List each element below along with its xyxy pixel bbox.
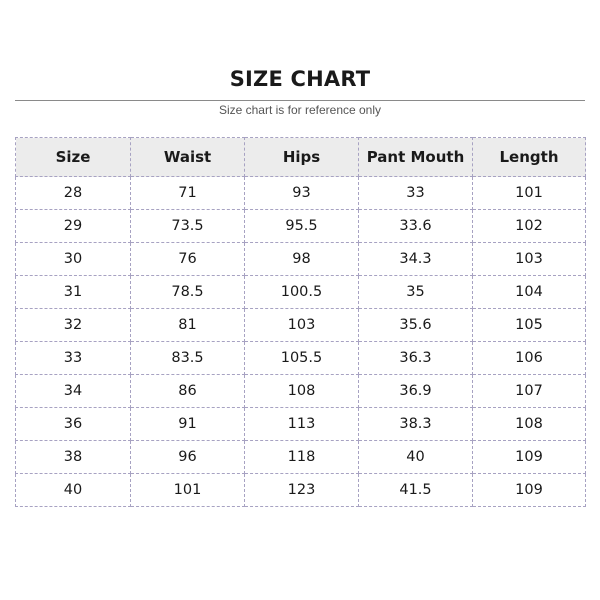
table-cell-size: 40 <box>16 474 131 507</box>
table-cell-hips: 93 <box>245 177 359 210</box>
table-cell-pant-mouth: 33.6 <box>359 210 473 243</box>
table-cell-hips: 123 <box>245 474 359 507</box>
table-cell-length: 106 <box>473 342 586 375</box>
table-cell-size: 32 <box>16 309 131 342</box>
table-cell-hips: 98 <box>245 243 359 276</box>
table-cell-pant-mouth: 35 <box>359 276 473 309</box>
table-cell-size: 31 <box>16 276 131 309</box>
column-header-pant-mouth: Pant Mouth <box>359 138 473 177</box>
column-header-size: Size <box>16 138 131 177</box>
table-cell-hips: 108 <box>245 375 359 408</box>
table-cell-pant-mouth: 40 <box>359 441 473 474</box>
table-cell-length: 104 <box>473 276 586 309</box>
table-cell-length: 107 <box>473 375 586 408</box>
table-cell-hips: 118 <box>245 441 359 474</box>
chart-title: SIZE CHART <box>229 67 371 91</box>
column-header-hips: Hips <box>245 138 359 177</box>
table-cell-hips: 95.5 <box>245 210 359 243</box>
table-cell-size: 30 <box>16 243 131 276</box>
table-header-row <box>16 138 586 177</box>
table-cell-pant-mouth: 34.3 <box>359 243 473 276</box>
table-cell-waist: 86 <box>131 375 245 408</box>
table-cell-waist: 81 <box>131 309 245 342</box>
table-cell-pant-mouth: 35.6 <box>359 309 473 342</box>
table-row <box>16 276 586 309</box>
table-cell-length: 109 <box>473 474 586 507</box>
table-row <box>16 375 586 408</box>
table-row <box>16 243 586 276</box>
table-cell-size: 28 <box>16 177 131 210</box>
chart-subtitle: Size chart is for reference only <box>218 103 382 117</box>
table-cell-length: 109 <box>473 441 586 474</box>
table-cell-size: 29 <box>16 210 131 243</box>
table-row <box>16 342 586 375</box>
table-cell-waist: 76 <box>131 243 245 276</box>
table-cell-waist: 71 <box>131 177 245 210</box>
table-cell-length: 108 <box>473 408 586 441</box>
table-cell-length: 105 <box>473 309 586 342</box>
table-cell-size: 38 <box>16 441 131 474</box>
table-cell-pant-mouth: 36.9 <box>359 375 473 408</box>
table-row <box>16 474 586 507</box>
table-cell-pant-mouth: 41.5 <box>359 474 473 507</box>
table-cell-waist: 101 <box>131 474 245 507</box>
table-cell-length: 101 <box>473 177 586 210</box>
table-cell-hips: 105.5 <box>245 342 359 375</box>
size-table <box>15 137 586 507</box>
table-cell-size: 36 <box>16 408 131 441</box>
table-cell-pant-mouth: 33 <box>359 177 473 210</box>
table-cell-pant-mouth: 38.3 <box>359 408 473 441</box>
column-header-length: Length <box>473 138 586 177</box>
table-row <box>16 210 586 243</box>
table-cell-hips: 103 <box>245 309 359 342</box>
table-row <box>16 408 586 441</box>
table-cell-size: 34 <box>16 375 131 408</box>
column-header-waist: Waist <box>131 138 245 177</box>
table-cell-waist: 91 <box>131 408 245 441</box>
table-cell-waist: 78.5 <box>131 276 245 309</box>
table-cell-hips: 100.5 <box>245 276 359 309</box>
table-cell-waist: 96 <box>131 441 245 474</box>
table-row <box>16 309 586 342</box>
table-cell-size: 33 <box>16 342 131 375</box>
table-body <box>16 177 586 507</box>
table-cell-waist: 83.5 <box>131 342 245 375</box>
table-cell-pant-mouth: 36.3 <box>359 342 473 375</box>
table-cell-length: 103 <box>473 243 586 276</box>
table-cell-waist: 73.5 <box>131 210 245 243</box>
table-row <box>16 441 586 474</box>
table-row <box>16 177 586 210</box>
table-cell-hips: 113 <box>245 408 359 441</box>
table-cell-length: 102 <box>473 210 586 243</box>
